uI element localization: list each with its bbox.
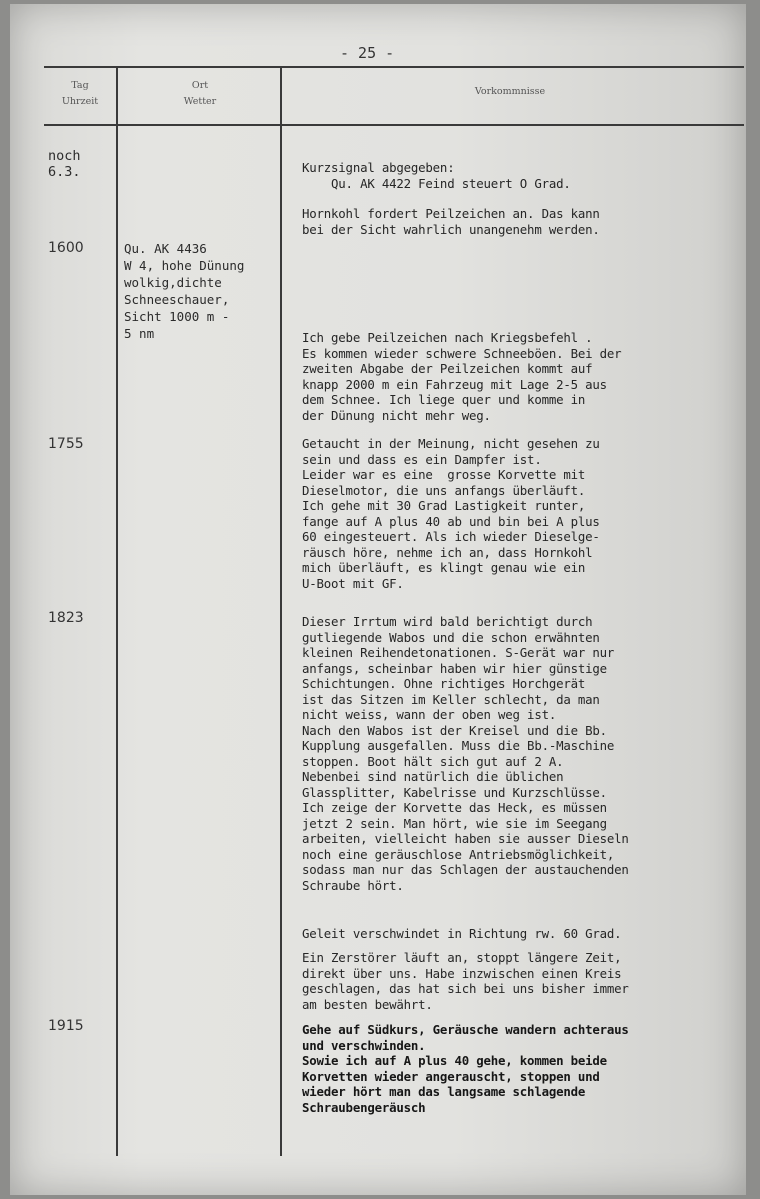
event-paragraph-1: Kurzsignal abgegeben: Qu. AK 4422 Feind steuert O Grad.: [302, 160, 571, 191]
location-weather-entry: Qu. AK 4436 W 4, hohe Dünung wolkig,dichte Schneeschauer, Sicht 1000 m - 5 nm: [124, 241, 245, 341]
table-top-rule: [44, 66, 744, 68]
time-1755: 1755: [48, 436, 84, 452]
event-paragraph-5: Dieser Irrtum wird bald berichtigt durch gutliegende Wabos und die schon erwähnten kleinen Reihendetonationen. S-Gerät war nur anfangs, scheinbar haben wir hier günstige Schichtungen. Ohne richtiges Horchgerät ist das Sitzen im Keller schlecht, da man nicht weiss, wann der oben weg ist. Nach den Wabos ist der Kreisel und die Bb. Kupplung ausgefallen. Muss die Bb.-Maschine stoppen. Boot hält sich gut auf 2 A. Nebenbei sind natürlich die üblichen Glassplitter, Kabelrisse und Kurzschlüsse. Ich zeige der Korvette das Heck, es müssen jetzt 2 sein. Man hört, wie sie im Seegang arbeiten, vielleicht haben sie ausser Dieseln noch eine geräuschlose Antriebsmöglichkeit, sodass man nur das Schlagen der austauchenden Schraube hört.: [302, 614, 629, 893]
event-paragraph-4: Getaucht in der Meinung, nicht gesehen zu sein und dass es ein Dampfer ist. Leider war es eine grosse Korvette mit Dieselmotor, die uns anfangs überläuft. Ich gehe mit 30 Grad Lastigkeit runter, fange auf A plus 40 ab und bin bei A plus 60 eingesteuert. Als ich wieder Dieselge- räusch höre, nehme ich an, dass Hornkohl mich überläuft, es klingt genau wie ein U-Boot mit GF.: [302, 436, 600, 591]
column-divider-1: [116, 66, 118, 1156]
column-divider-2: [280, 66, 282, 1156]
header-location-weather: Ort Wetter: [183, 80, 217, 107]
event-paragraph-2: Hornkohl fordert Peilzeichen an. Das kann bei der Sicht wahrlich unangenehm werden.: [302, 206, 600, 237]
header-events: Vorkommnisse: [474, 86, 546, 97]
event-paragraph-6: Geleit verschwindet in Richtung rw. 60 Grad.: [302, 926, 622, 941]
time-1823: 1823: [48, 610, 84, 626]
time-1600: 1600: [48, 240, 84, 256]
event-paragraph-7: Ein Zerstörer läuft an, stoppt längere Zeit, direkt über uns. Habe inzwischen einen Kreis geschlagen, das hat sich bei uns bisher immer am besten bewährt.: [302, 950, 629, 1012]
header-day-time: Tag Uhrzeit: [61, 80, 99, 107]
time-1915: 1915: [48, 1018, 84, 1034]
header-bottom-rule: [44, 124, 744, 126]
event-paragraph-3: Ich gebe Peilzeichen nach Kriegsbefehl . Es kommen wieder schwere Schneeböen. Bei der zweiten Abgabe der Peilzeichen kommt auf knapp 2000 m ein Fahrzeug mit Lage 2-5 aus dem Schnee. Ich liege quer und komme in der Dünung nicht mehr weg.: [302, 330, 622, 423]
event-paragraph-8: Gehe auf Südkurs, Geräusche wandern achteraus und verschwinden. Sowie ich auf A plus 40 gehe, kommen beide Korvetten wieder angerauscht, stoppen und wieder hört man das langsame schlagende Schraubengeräusch: [302, 1022, 629, 1115]
document-page: [10, 4, 746, 1195]
page-number: - 25 -: [340, 44, 395, 62]
date-label: noch 6.3.: [48, 148, 81, 180]
